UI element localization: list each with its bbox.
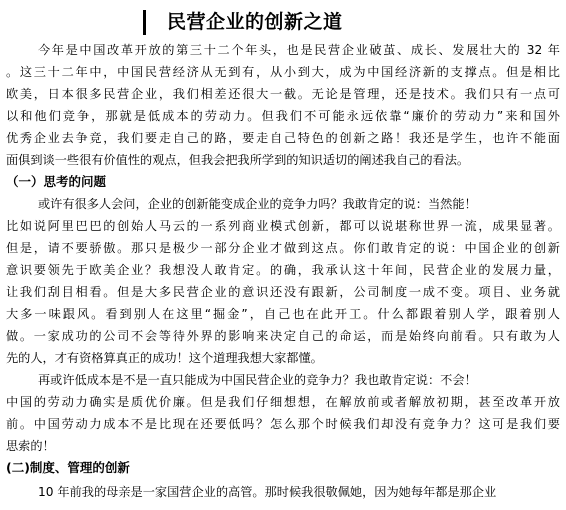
paragraph-line: 前。中国劳动力成本不是比现在还要低吗？怎么那个时候我们却没有竞争力？这可是我们要 <box>6 417 560 431</box>
title-accent-bar <box>143 10 146 35</box>
paragraph-line: 让我们刮目相看。但是大多民营企业的意识还没有跟新，公司制度一成不变。项目、业务就 <box>6 285 560 299</box>
paragraph-line: 比如说阿里巴巴的创始人马云的一系列商业模式创新，都可以说堪称世界一流，成果显著。 <box>6 219 560 233</box>
paragraph-line: 。这三十二年中，中国民营经济从无到有，从小到大，成为中国经济新的支撑点。但是相比 <box>6 65 560 79</box>
paragraph-line: 优秀企业去争竞，我们要走自己的路，要走自己特色的创新之路！我还是学生，也许不能面 <box>6 131 560 145</box>
paragraph-line: 先的人，才有资格算真正的成功！这个道理我想大家都懂。 <box>6 351 323 365</box>
paragraph-line: 中国的劳动力确实是质优价廉。但是我们仔细想想，在解放前或者解放初期，甚至改革开放 <box>6 395 560 409</box>
title-row <box>0 8 566 36</box>
paragraph-line: 今年是中国改革开放的第三十二个年头，也是民营企业破茧、成长、发展壮大的 32 年 <box>38 43 560 57</box>
paragraph-line: 再或许低成本是不是一直只能成为中国民营企业的竞争力？我也敢肯定说：不会！ <box>38 373 477 387</box>
paragraph-line: 以和他们竞争，那就是低成本的劳动力。但我们不可能永远依靠“廉价的劳动力”来和国外 <box>6 109 560 123</box>
section-heading: (二)制度、管理的创新 <box>6 460 130 475</box>
paragraph-line: 欧美，日本很多民营企业，我们相差还很大一截。无论是管理，还是技术。我们只有一点可 <box>6 87 560 101</box>
paragraph-line: 或许有很多人会问，企业的创新能变成企业的竞争力吗？我敢肯定的说：当然能！ <box>38 197 477 211</box>
paragraph-line: 但是，请不要骄傲。那只是极少一部分企业才做到这点。你们敢肯定的说：中国企业的创新 <box>6 241 560 255</box>
paragraph-line: 做。一家成功的公司不会等待外界的影响来决定自己的命运，而是始终向前看。只有敢为人 <box>6 329 560 343</box>
paragraph-line: 面俱到谈一些很有价值性的观点，但我会把我所学到的知识适切的阐述我自己的看法。 <box>6 153 470 167</box>
section-heading: （一）思考的问题 <box>6 174 107 189</box>
paragraph-line: 大多一味跟风。看到别人在这里“掘金”，自己也在此开工。什么都跟着别人学，跟着别人 <box>6 307 560 321</box>
paragraph-line: 思索的！ <box>6 439 55 453</box>
paragraph-line: 10 年前我的母亲是一家国营企业的高管。那时候我很敬佩她，因为她每年都是那企业 <box>38 485 497 499</box>
document-title: 民营企业的创新之道 <box>167 11 343 33</box>
paragraph-line: 意识要领先于欧美企业？我想没人敢肯定。的确，我承认这十年间，民营企业的发展力量， <box>6 263 560 277</box>
